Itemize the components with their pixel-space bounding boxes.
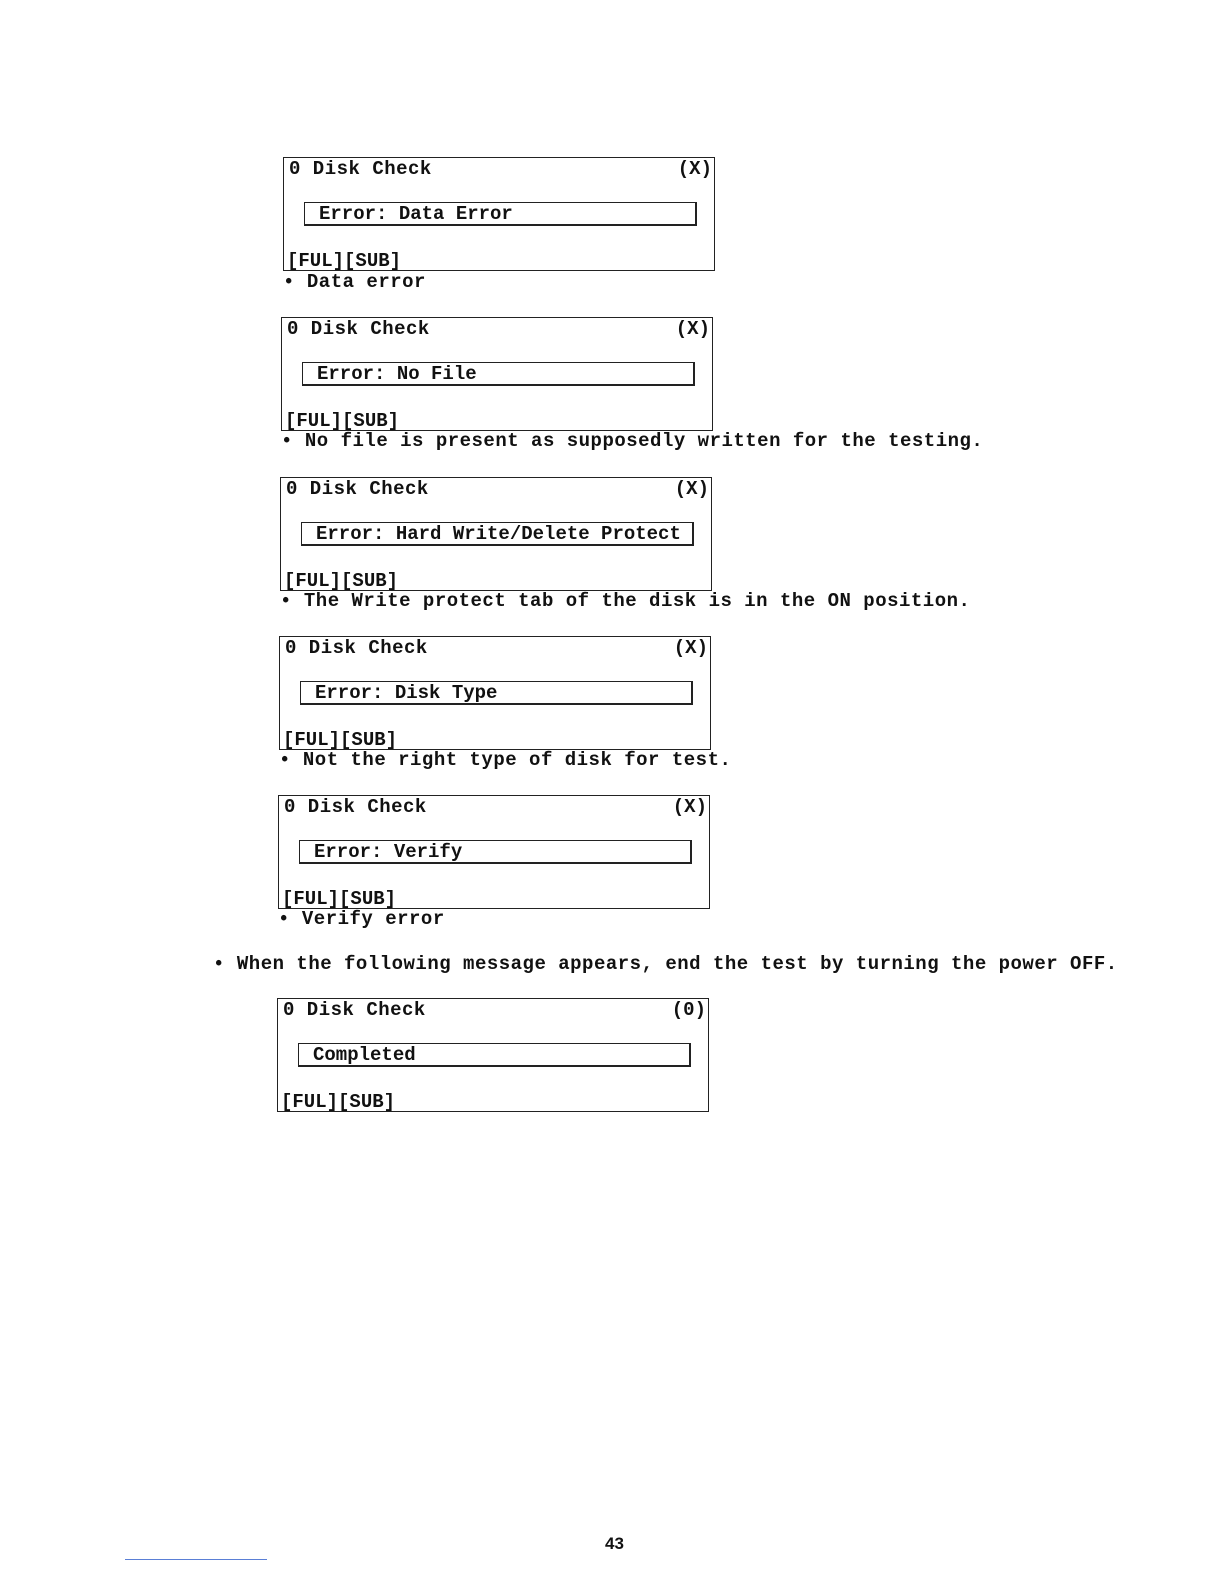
disk-check-screen-no-file bbox=[281, 317, 713, 431]
function-keys: [FUL][SUB] bbox=[283, 729, 398, 751]
screen-title: 0 Disk Check bbox=[284, 796, 427, 818]
message-text: Completed bbox=[313, 1044, 416, 1066]
caption-text: Not the right type of disk for test. bbox=[302, 749, 732, 771]
disk-check-screen-completed bbox=[277, 998, 709, 1112]
power-off-note bbox=[213, 953, 1118, 975]
screen-status: (0) bbox=[671, 999, 706, 1021]
screen-status: (X) bbox=[673, 637, 708, 659]
bullet: • bbox=[213, 953, 225, 975]
footnote-rule bbox=[125, 1559, 267, 1560]
caption-text: Data error bbox=[306, 271, 426, 293]
message-box bbox=[302, 362, 695, 386]
screen-status: (X) bbox=[675, 318, 710, 340]
screen-title: 0 Disk Check bbox=[289, 158, 432, 180]
function-keys: [FUL][SUB] bbox=[284, 570, 399, 592]
bullet: • bbox=[281, 430, 293, 452]
message-box bbox=[299, 840, 692, 864]
message-text: Error: Data Error bbox=[319, 203, 513, 225]
message-box bbox=[300, 681, 693, 705]
note-text: When the following message appears, end the test by turning the power OFF. bbox=[236, 953, 1118, 975]
page-number: 43 bbox=[605, 1534, 624, 1553]
disk-check-screen-verify bbox=[278, 795, 710, 909]
message-box bbox=[301, 522, 694, 546]
caption-disk-type bbox=[279, 749, 731, 771]
caption-text: No file is present as supposedly written for the testing. bbox=[304, 430, 984, 452]
function-keys: [FUL][SUB] bbox=[285, 410, 400, 432]
bullet: • bbox=[283, 271, 295, 293]
message-text: Error: Disk Type bbox=[315, 682, 498, 704]
screen-title: 0 Disk Check bbox=[285, 637, 428, 659]
message-text: Error: Verify bbox=[314, 841, 463, 863]
disk-check-screen-write-protect bbox=[280, 477, 712, 591]
bullet: • bbox=[278, 908, 290, 930]
bullet: • bbox=[279, 749, 291, 771]
message-box bbox=[298, 1043, 691, 1067]
caption-write-protect bbox=[280, 590, 970, 612]
screen-status: (X) bbox=[672, 796, 707, 818]
disk-check-screen-data-error bbox=[283, 157, 715, 271]
bullet: • bbox=[280, 590, 292, 612]
message-text: Error: No File bbox=[317, 363, 477, 385]
function-keys: [FUL][SUB] bbox=[287, 250, 402, 272]
message-box bbox=[304, 202, 697, 226]
screen-status: (X) bbox=[674, 478, 709, 500]
caption-text: Verify error bbox=[301, 908, 445, 930]
screen-title: 0 Disk Check bbox=[283, 999, 426, 1021]
screen-status: (X) bbox=[677, 158, 712, 180]
disk-check-screen-disk-type bbox=[279, 636, 711, 750]
screen-title: 0 Disk Check bbox=[286, 478, 429, 500]
message-text: Error: Hard Write/Delete Protect bbox=[316, 523, 681, 545]
caption-data-error bbox=[283, 271, 426, 293]
caption-verify bbox=[278, 908, 445, 930]
caption-text: The Write protect tab of the disk is in the ON position. bbox=[303, 590, 971, 612]
screen-title: 0 Disk Check bbox=[287, 318, 430, 340]
function-keys: [FUL][SUB] bbox=[281, 1091, 396, 1113]
function-keys: [FUL][SUB] bbox=[282, 888, 397, 910]
caption-no-file bbox=[281, 430, 983, 452]
